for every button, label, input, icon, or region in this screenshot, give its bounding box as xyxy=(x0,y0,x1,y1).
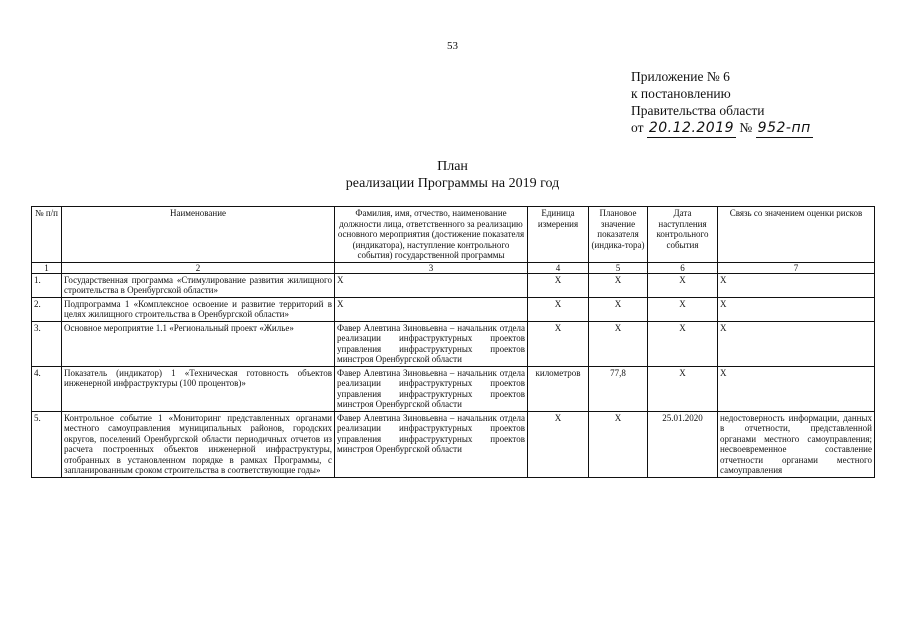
row-responsible: X xyxy=(335,297,528,321)
column-number: 2 xyxy=(62,262,335,273)
header-unit: Единица измерения xyxy=(528,207,589,263)
column-number: 7 xyxy=(718,262,875,273)
row-number: 4. xyxy=(32,366,62,411)
row-risk: X xyxy=(718,321,875,366)
column-number: 6 xyxy=(648,262,718,273)
row-plan-value: X xyxy=(589,297,648,321)
table-row xyxy=(32,297,875,321)
row-number: 3. xyxy=(32,321,62,366)
number-prefix: № xyxy=(739,120,753,135)
column-number: 3 xyxy=(335,262,528,273)
header-name: Наименование xyxy=(62,207,335,263)
column-number-row xyxy=(32,262,875,273)
row-name: Показатель (индикатор) 1 «Техническая готовность объектов инженерной инфраструктуры (100 процентов)» xyxy=(62,366,335,411)
row-risk: недостоверность информации, данных в отчетности, представленной органами местного самоуправления; несвоевременное составление отчетности органами местного самоуправления xyxy=(718,411,875,477)
appendix-resolution-line: к постановлению xyxy=(631,86,731,101)
row-date: 25.01.2020 xyxy=(648,411,718,477)
document-title xyxy=(0,158,905,192)
row-responsible: Фавер Алевтина Зиновьевна – начальник отдела реализации инфраструктурных проектов управления инфраструктурных проектов минстроя Оренбургской области xyxy=(335,366,528,411)
row-risk: X xyxy=(718,366,875,411)
row-plan-value: X xyxy=(589,273,648,297)
handwritten-number: 952-пп xyxy=(757,120,811,136)
row-number: 1. xyxy=(32,273,62,297)
header-date: Дата наступления контрольного события xyxy=(648,207,718,263)
header-plan-value: Плановое значение показателя (индика-тора) xyxy=(589,207,648,263)
appendix-title: Приложение № 6 xyxy=(631,69,730,84)
row-risk: X xyxy=(718,297,875,321)
row-unit: X xyxy=(528,297,589,321)
row-responsible: X xyxy=(335,273,528,297)
row-unit: километров xyxy=(528,366,589,411)
plan-table xyxy=(31,206,875,478)
row-unit: X xyxy=(528,321,589,366)
row-number: 2. xyxy=(32,297,62,321)
column-number: 1 xyxy=(32,262,62,273)
appendix-government-line: Правительства области xyxy=(631,103,765,118)
title-line-subject: реализации Программы на 2019 год xyxy=(345,176,560,191)
table-header-row xyxy=(32,207,875,263)
row-name: Подпрограмма 1 «Комплексное освоение и развитие территорий в целях жилищного строительства в Оренбургской области» xyxy=(62,297,335,321)
title-line-plan: План xyxy=(437,159,468,174)
row-date: X xyxy=(648,297,718,321)
row-name: Основное мероприятие 1.1 «Региональный проект «Жилье» xyxy=(62,321,335,366)
row-unit: X xyxy=(528,411,589,477)
column-number: 5 xyxy=(589,262,648,273)
handwritten-date: 20.12.2019 xyxy=(648,120,735,136)
row-plan-value: X xyxy=(589,321,648,366)
row-responsible: Фавер Алевтина Зиновьевна – начальник отдела реализации инфраструктурных проектов управления инфраструктурных проектов минстроя Оренбургской области xyxy=(335,411,528,477)
appendix-date-line xyxy=(631,119,813,138)
table-row xyxy=(32,321,875,366)
row-date: X xyxy=(648,321,718,366)
header-responsible: Фамилия, имя, отчество, наименование должности лица, ответственного за реализацию основного мероприятия (достижение показателя (индикатора), наступление контрольного события) государственной программы xyxy=(335,207,528,263)
row-number: 5. xyxy=(32,411,62,477)
row-name: Государственная программа «Стимулирование развития жилищного строительства в Оренбургской области» xyxy=(62,273,335,297)
header-risk: Связь со значением оценки рисков xyxy=(718,207,875,263)
table-row xyxy=(32,366,875,411)
header-number: № п/п xyxy=(32,207,62,263)
page-number: 53 xyxy=(447,40,458,52)
date-prefix: от xyxy=(631,120,644,135)
table-row xyxy=(32,273,875,297)
row-name: Контрольное событие 1 «Мониторинг представленных органами местного самоуправления муниципальных районов, городских округов, поселений Оренбургской области периодичных отчетов из расчета построенных объектов инженерной инфраструктуры, отобранных в установленном порядке в рамках Программы, с запланированным сроком строительства в соответствующие годы» xyxy=(62,411,335,477)
row-risk: X xyxy=(718,273,875,297)
row-plan-value: X xyxy=(589,411,648,477)
row-date: X xyxy=(648,273,718,297)
row-plan-value: 77,8 xyxy=(589,366,648,411)
appendix-block xyxy=(631,68,813,138)
table-row xyxy=(32,411,875,477)
column-number: 4 xyxy=(528,262,589,273)
row-date: X xyxy=(648,366,718,411)
row-unit: X xyxy=(528,273,589,297)
row-responsible: Фавер Алевтина Зиновьевна – начальник отдела реализации инфраструктурных проектов управления инфраструктурных проектов минстроя Оренбургской области xyxy=(335,321,528,366)
